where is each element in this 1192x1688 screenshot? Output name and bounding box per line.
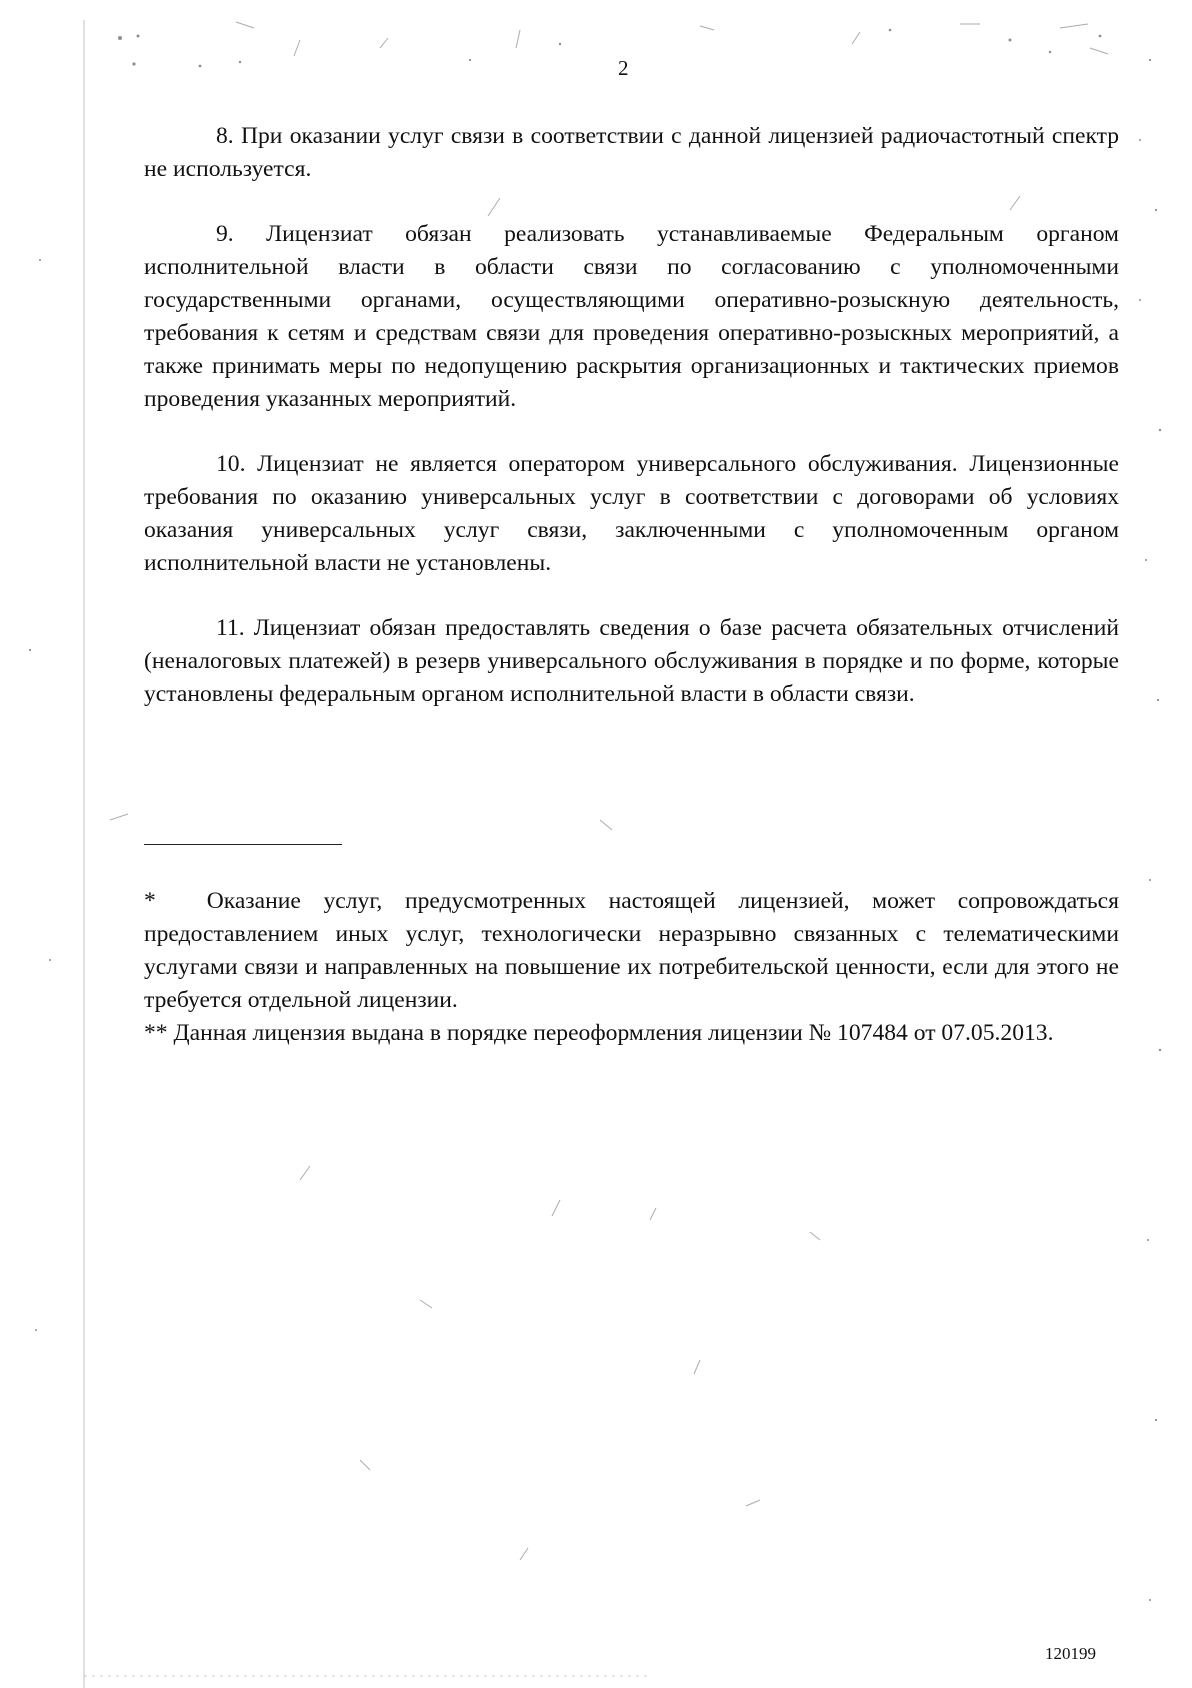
footnote-separator <box>144 844 342 845</box>
paragraph-9: 9. Лицензиат обязан реализовать устанавливаемые Федеральным органом исполнительной власти в области связи по согласованию с уполномоченными государственными органами, осуществляющими оперативно-розыскную деятельность, требования к сетям и средствам связи для проведения оперативно-розыскных мероприятий, а также принимать меры по недопущению раскрытия организационных и тактических приемов проведения указанных мероприятий. <box>144 221 1119 412</box>
license-conditions <box>144 120 1119 711</box>
paragraph-8: 8. При оказании услуг связи в соответствии с данной лицензией радиочастотный спектр не используется. <box>144 123 1119 182</box>
footnote-mark: * <box>144 888 156 914</box>
paragraph-11: 11. Лицензиат обязан предоставлять сведения о базе расчета обязательных отчислений (неналоговых платежей) в резерв универсального обслуживания в порядке и по форме, которые установлены федеральным органом исполнительной власти в области связи. <box>144 615 1119 707</box>
footnote-1 <box>144 885 1119 1017</box>
document-number: 120199 <box>1045 1644 1096 1663</box>
paragraph-10: 10. Лицензиат не является оператором универсального обслуживания. Лицензионные требования по оказанию универсальных услуг в соответствии с договорами об условиях оказания универсальных услуг связи, заключенными с уполномоченным органом исполнительной власти не установлены. <box>144 451 1119 576</box>
footnote-mark: ** <box>144 1020 168 1046</box>
page-number: 2 <box>618 56 629 80</box>
footnotes <box>144 885 1119 1050</box>
footnote-2 <box>144 1017 1119 1050</box>
footnote-text: Данная лицензия выдана в порядке переоформления лицензии № 107484 от 07.05.2013. <box>173 1020 1054 1046</box>
footnote-text: Оказание услуг, предусмотренных настоящей лицензией, может сопровождаться предоставлением иных услуг, технологически неразрывно связанных с телематическими услугами связи и направленных на повышение их потребительской ценности, если для этого не требуется отдельной лицензии. <box>144 888 1119 1013</box>
